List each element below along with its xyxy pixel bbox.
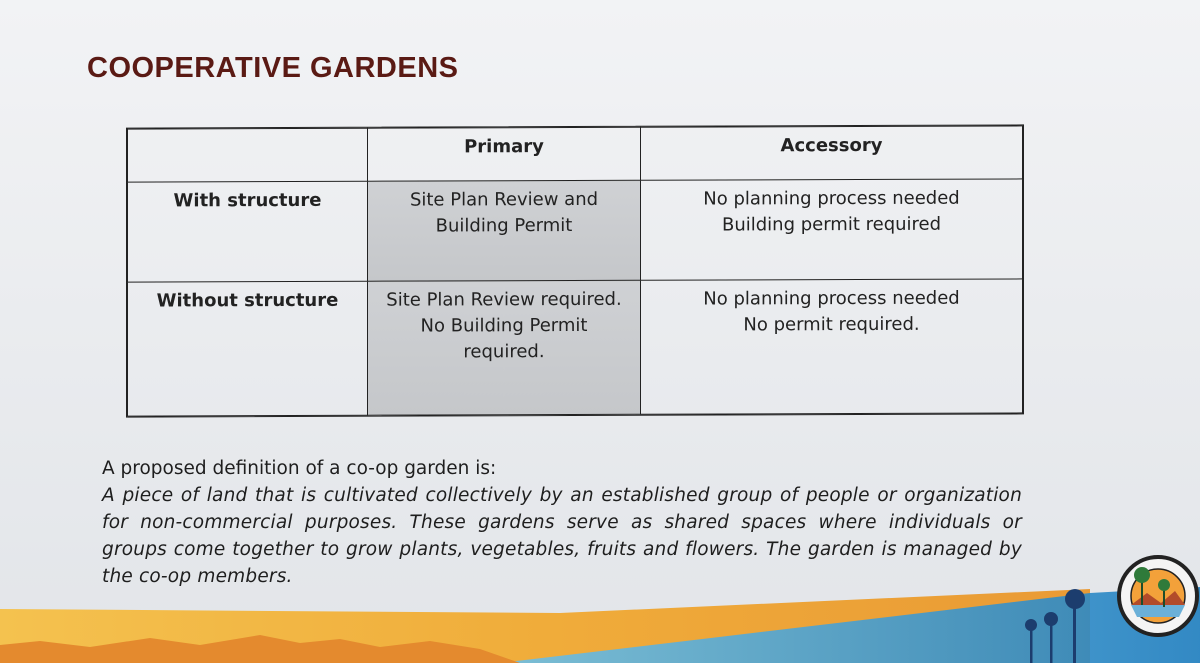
definition-body: A piece of land that is cultivated collectively by an established group of people or organization for non-commercial purposes. These gardens serve as shared spaces where individuals or groups come together to grow plants, vegetables, fruits and flowers. The garden is managed by the co-op members. <box>102 485 1022 587</box>
header-empty <box>128 128 368 182</box>
cell-primary-without-structure <box>368 280 641 415</box>
cell-line: Site Plan Review required. <box>386 288 622 311</box>
cell-line: required. <box>463 341 545 363</box>
cell-line: No Building Permit <box>420 314 588 337</box>
table-row <box>128 279 1023 416</box>
row-label-with-structure: With structure <box>128 181 368 282</box>
table-header-row <box>128 126 1023 182</box>
cell-line: Building Permit <box>435 215 573 237</box>
cell-line: No planning process needed <box>703 287 960 310</box>
cell-primary-with-structure <box>368 180 641 281</box>
cell-line: Site Plan Review and <box>409 188 599 211</box>
header-primary: Primary <box>368 127 641 181</box>
footer-banner <box>0 583 1200 663</box>
slide-title: COOPERATIVE GARDENS <box>87 52 459 84</box>
cell-line: No planning process needed <box>703 187 960 210</box>
cell-line: No permit required. <box>743 313 920 336</box>
city-seal-icon <box>1117 555 1199 637</box>
cell-accessory-without-structure <box>641 279 1023 414</box>
cell-accessory-with-structure <box>641 179 1023 280</box>
cell-line: Building permit required <box>721 213 942 236</box>
permit-table <box>126 124 1024 417</box>
row-label-without-structure: Without structure <box>128 281 368 416</box>
table-row <box>128 179 1023 282</box>
definition-block <box>102 455 1022 590</box>
definition-lead: A proposed definition of a co-op garden is: <box>102 458 497 479</box>
header-accessory: Accessory <box>641 126 1023 180</box>
